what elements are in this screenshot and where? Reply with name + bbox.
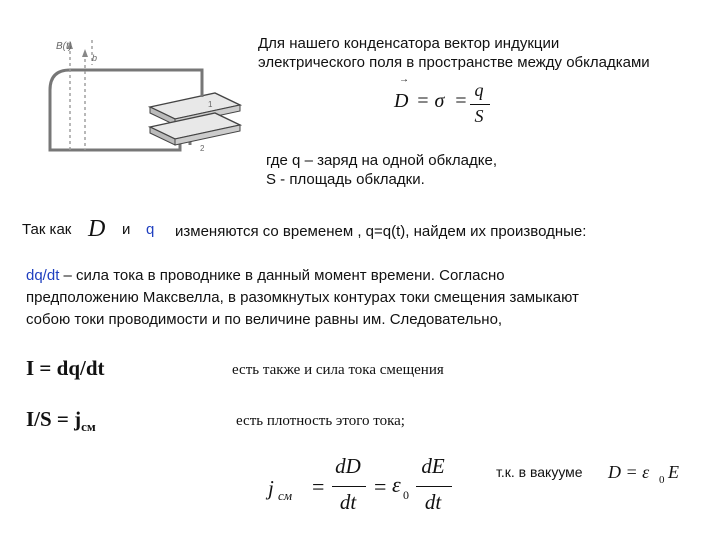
since-line [22,218,712,248]
eq-current-formula: I = dq/dt [26,356,105,380]
formula1-lhs: D [394,90,409,112]
final-den2: dt [424,490,442,514]
eq-density-main: I/S = j [26,407,82,431]
formula1-sigma: = σ [416,90,445,112]
intro-line-2: электрического поля в пространстве между обкладками [258,54,650,71]
para-line-1 [26,267,505,284]
figure-label-2: 2 [200,144,205,153]
vacuum-formula: D = ε [608,462,650,482]
vacuum-text: т.к. в вакууме [496,464,583,480]
eq-density-note: есть плотность этого тока; [236,413,405,429]
since-and: и [122,221,131,238]
final-eps-sub: 0 [403,488,409,502]
capacitor-figure [30,35,250,170]
vector-arrow: → [399,74,409,85]
figure-label-b: B(t) [56,41,73,52]
eq-density-sub: см [81,419,96,435]
para-term: dq/dt [26,267,60,284]
final-eq1: = [312,474,325,499]
figure-label-small-b: b [92,53,98,63]
vacuum-tail: E [668,462,679,482]
final-num2: dE [421,454,445,478]
since-q: q [146,221,155,238]
final-formula [268,454,468,528]
vacuum-sub: 0 [659,474,665,486]
formula1-eq2: = [454,90,468,112]
final-bar1 [332,486,366,487]
eq-density-formula [26,407,96,435]
since-rest: изменяются со временем , q=q(t), найдем их производные: [175,223,587,240]
since-prefix: Так как [22,221,72,238]
para-line-2: предположению Максвелла, в разомкнутых контурах токи смещения замыкают [26,289,579,306]
final-bar2 [416,486,452,487]
para-line-1-rest: – сила тока в проводнике в данный момент времени. Согласно [59,267,505,284]
where-line-2: S - площадь обкладки. [266,171,425,188]
para-line-3: собою токи проводимости и по величине равны им. Следовательно, [26,311,503,328]
final-num1: dD [335,454,361,478]
final-eq2: = [374,474,387,499]
final-j-sub: см [278,488,293,503]
vacuum-note [496,462,706,492]
intro-line-1: Для нашего конденсатора вектор индукции [258,35,560,52]
final-eps: ε [392,472,401,497]
formula-d-sigma [390,74,500,134]
final-den1: dt [339,490,357,514]
where-line-1: где q – заряд на одной обкладке, [266,152,497,169]
since-symbol-d: D [88,216,106,242]
formula1-den: S [474,106,484,126]
final-j: j [268,476,274,500]
formula1-bar [470,104,490,105]
eq-current-note: есть также и сила тока смещения [232,362,444,378]
formula1-num: q [474,80,484,100]
figure-label-1: 1 [208,100,213,109]
